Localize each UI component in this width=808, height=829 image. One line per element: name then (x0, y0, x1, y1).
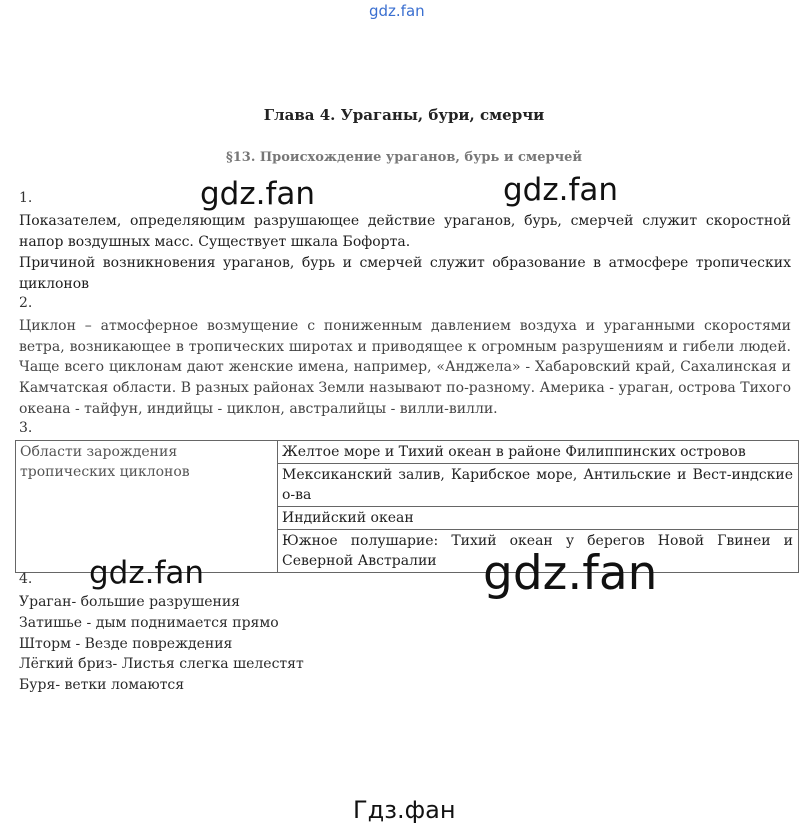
table-left-header: Области зарождения тропических циклонов (16, 441, 278, 573)
chapter-title: Глава 4. Ураганы, бури, смерчи (263, 106, 545, 124)
task-1-number: 1. (19, 190, 33, 206)
watermark-bottom: Гдз.фан (353, 796, 456, 824)
list-item: Ураган- большие разрушения (19, 594, 241, 610)
task-3-number: 3. (19, 420, 33, 436)
table-cell: Желтое море и Тихий океан в районе Филиппинских островов (278, 441, 799, 464)
beaufort-list (19, 592, 304, 696)
cyclone-origin-table (15, 440, 799, 573)
task-1-text-2: Причиной возникновения ураганов, бурь и смерчей служит образование в атмосфере тропических циклонов (19, 255, 791, 292)
task-2-number: 2. (19, 295, 33, 311)
table-cell: Индийский океан (278, 507, 799, 530)
task-1-text: Показателем, определяющим разрушающее действие ураганов, бурь, смерчей служит скоростной напор воздушных масс. Существует шкала Бофорта. (19, 213, 791, 250)
section-title: §13. Происхождение ураганов, бурь и смерчей (225, 150, 583, 165)
table-row (16, 441, 799, 464)
list-item: Лёгкий бриз- Листья слегка шелестят (19, 656, 304, 673)
watermark-d: gdz.fan (483, 546, 658, 601)
list-item: Буря- ветки ломаются (19, 677, 185, 694)
table-cell: Мексиканский залив, Карибское море, Антильские и Вест-индские о-ва (278, 464, 799, 507)
watermark-c: gdz.fan (89, 555, 205, 591)
watermark-a: gdz.fan (200, 176, 316, 212)
watermark-b: gdz.fan (503, 172, 619, 208)
list-item: Шторм - Везде повреждения (19, 635, 233, 652)
list-item: Затишье - дым поднимается прямо (19, 614, 279, 631)
watermark-top: gdz.fan (369, 2, 425, 20)
task-4-number: 4. (19, 571, 33, 587)
table-cell: Южное полушарие: Тихий океан у берегов Новой Гвинеи и Северной Австралии (278, 530, 799, 573)
task-2-text: Циклон – атмосферное возмущение с пониженным давлением воздуха и ураганными скоростями ветра, возникающее в тропических широтах и приводящее к огромным разрушениям и гибели людей. Чаще всего циклонам дают женские имена, например, «Анджела» - Хабаровский край, Сахалинская и Камчатская области. В разных районах Земли называют по-разному. Америка - ураган, острова Тихого океана - тайфун, индийцы - циклон, австралийцы - вилли-вилли. (19, 318, 791, 417)
